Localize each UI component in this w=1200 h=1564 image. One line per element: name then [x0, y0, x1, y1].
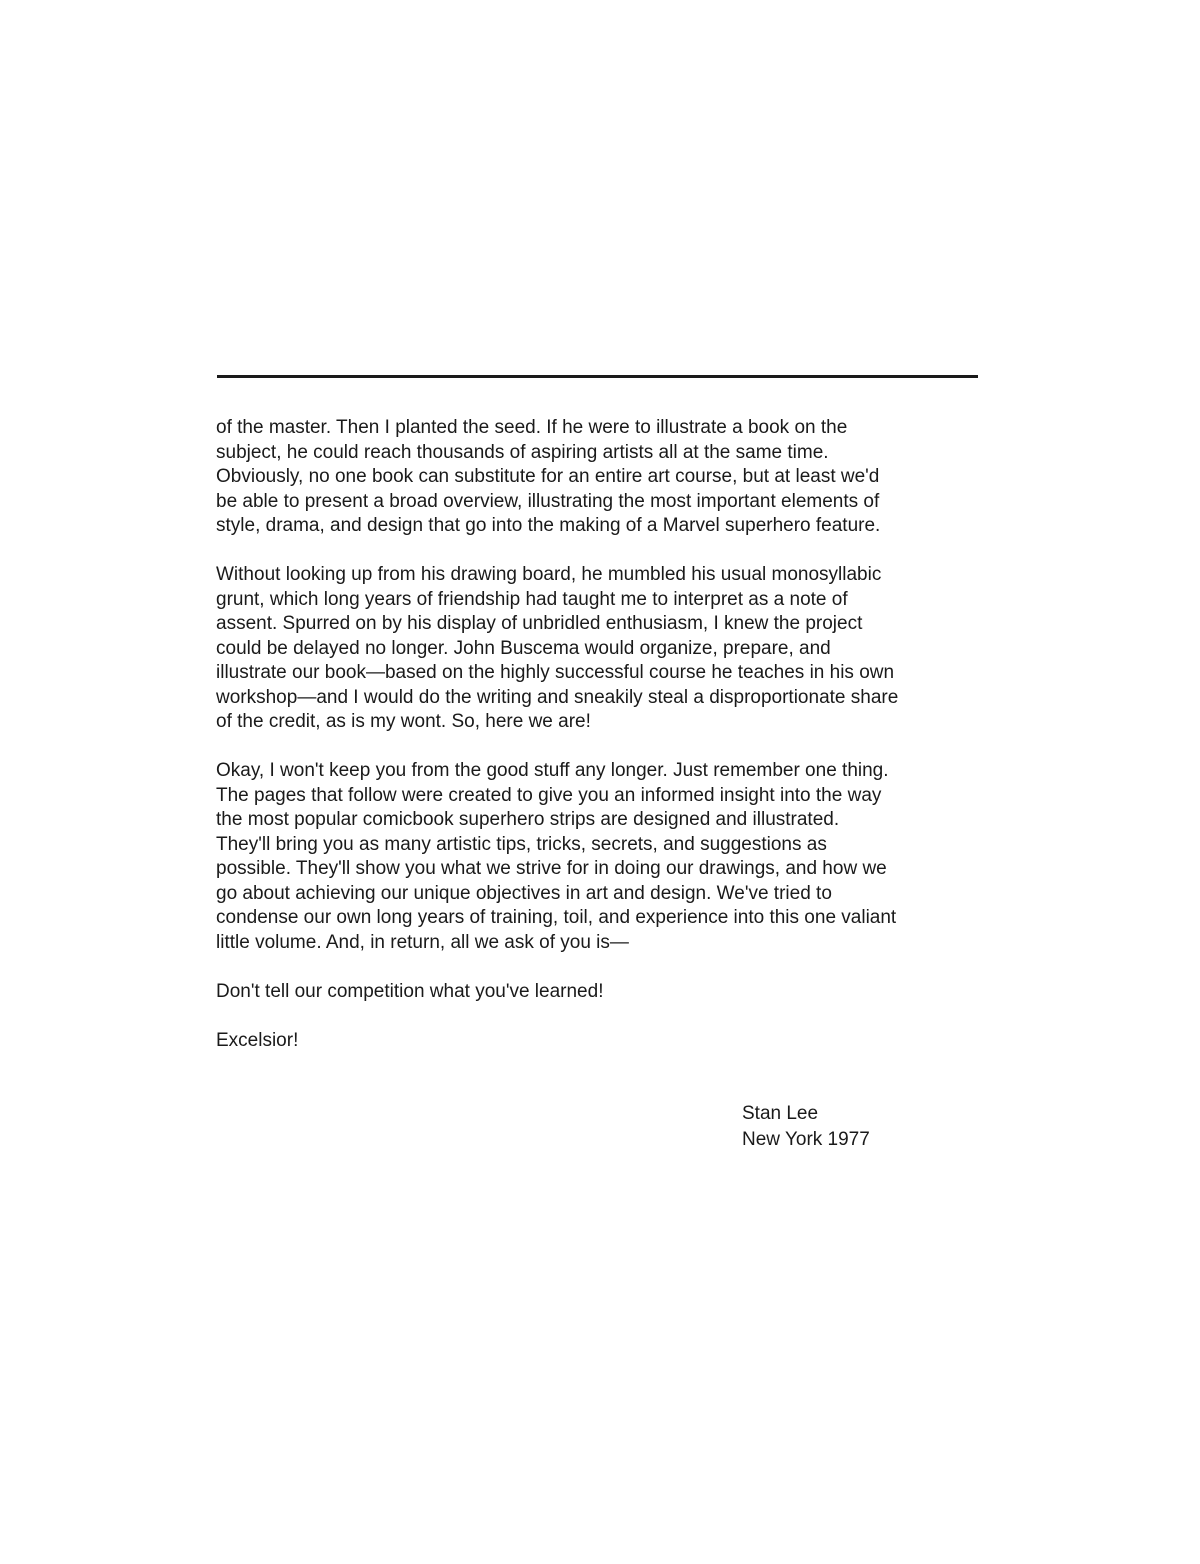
signature-place-year: New York 1977 — [742, 1129, 870, 1150]
text-line: illustrate our book—based on the highly successful course he teaches in his own — [216, 662, 895, 683]
paragraph-5 — [216, 1029, 996, 1054]
text-line: Obviously, no one book can substitute for an entire art course, but at least we'd — [216, 466, 880, 487]
signature-name: Stan Lee — [742, 1103, 819, 1124]
paragraph-2 — [216, 563, 996, 735]
body-text — [216, 416, 996, 1078]
text-line: the most popular comicbook superhero strips are designed and illustrated. — [216, 809, 840, 830]
text-line: Don't tell our competition what you've learned! — [216, 980, 604, 1002]
text-line: assent. Spurred on by his display of unbridled enthusiasm, I knew the project — [216, 613, 863, 634]
top-horizontal-rule — [217, 375, 978, 378]
text-line: Without looking up from his drawing board, he mumbled his usual monosyllabic — [216, 564, 882, 585]
paragraph-4 — [216, 980, 996, 1005]
text-line: grunt, which long years of friendship had taught me to interpret as a note of — [216, 588, 848, 610]
paragraph-1 — [216, 416, 996, 539]
text-line: They'll bring you as many artistic tips, tricks, secrets, and suggestions as — [216, 833, 827, 855]
text-line: The pages that follow were created to give you an informed insight into the way — [216, 784, 882, 806]
text-line: subject, he could reach thousands of aspiring artists all at the same time. — [216, 441, 829, 463]
text-line: condense our own long years of training, toil, and experience into this one valiant — [216, 907, 897, 928]
text-line: of the master. Then I planted the seed. If he were to illustrate a book on the — [216, 417, 848, 438]
text-line: could be delayed no longer. John Buscema would organize, prepare, and — [216, 637, 831, 659]
text-line: go about achieving our unique objectives in art and design. We've tried to — [216, 882, 832, 904]
text-line: of the credit, as is my wont. So, here we are! — [216, 711, 591, 732]
signature-block — [742, 1101, 870, 1153]
text-line: workshop—and I would do the writing and sneakily steal a disproportionate share — [216, 686, 899, 708]
text-line: style, drama, and design that go into the making of a Marvel superhero feature. — [216, 515, 881, 536]
text-line: Okay, I won't keep you from the good stuff any longer. Just remember one thing. — [216, 760, 889, 781]
text-line: little volume. And, in return, all we ask of you is— — [216, 931, 629, 953]
paragraph-3 — [216, 759, 996, 955]
text-line: Excelsior! — [216, 1029, 299, 1051]
text-line: possible. They'll show you what we strive for in doing our drawings, and how we — [216, 858, 887, 879]
text-line: be able to present a broad overview, illustrating the most important elements of — [216, 490, 880, 512]
